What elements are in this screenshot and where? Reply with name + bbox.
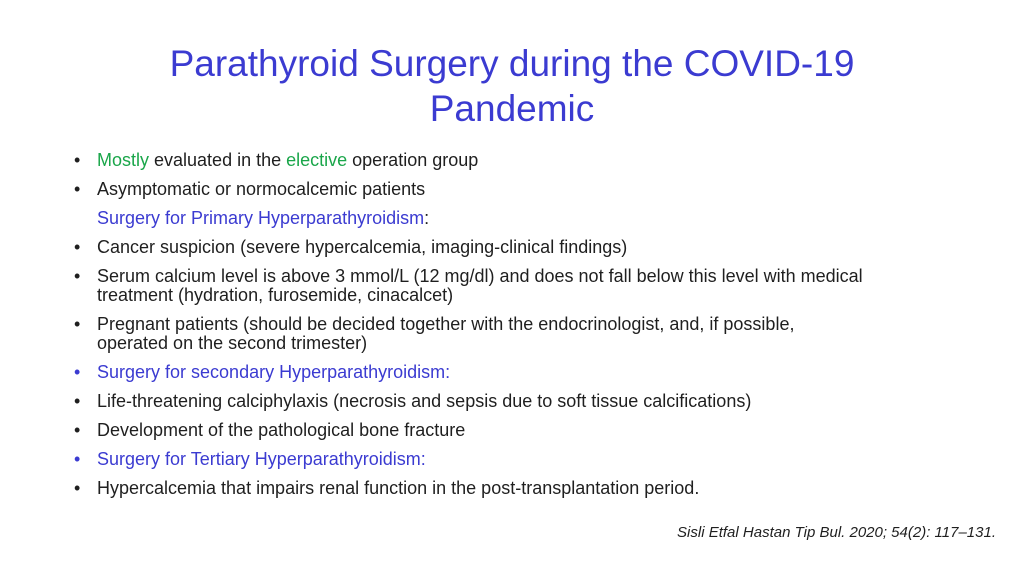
bullet-text: Development of the pathological bone fracture — [97, 420, 466, 440]
bullet-item-cancer — [74, 238, 974, 257]
bullet-text: Cancer suspicion (severe hypercalcemia, imaging-clinical findings) — [97, 237, 628, 257]
slide-title — [0, 41, 1024, 131]
bullet-item-fracture — [74, 421, 974, 440]
bullet-text: operation group — [347, 150, 479, 170]
section-heading-secondary — [74, 363, 974, 382]
highlight-elective: elective — [286, 150, 348, 170]
bullet-text: evaluated in the — [149, 150, 287, 170]
heading-colon: : — [424, 208, 430, 228]
bullet-text: Hypercalcemia that impairs renal function in the post-transplantation period. — [97, 478, 700, 498]
bullet-list — [74, 151, 974, 508]
heading-secondary-text: Surgery for secondary Hyperparathyroidism: — [97, 362, 451, 382]
highlight-mostly: Mostly — [97, 150, 150, 170]
citation: Sisli Etfal Hastan Tip Bul. 2020; 54(2): 117–131. — [677, 524, 996, 541]
section-heading-tertiary — [74, 450, 974, 469]
bullet-item-renal — [74, 479, 974, 498]
section-heading-primary — [74, 209, 974, 228]
bullet-item-asymptomatic — [74, 180, 974, 199]
bullet-text: Life-threatening calciphylaxis (necrosis and sepsis due to soft tissue calcifications) — [97, 391, 752, 411]
bullet-item-serum-calcium — [74, 267, 974, 305]
bullet-text: Asymptomatic or normocalcemic patients — [97, 179, 426, 199]
bullet-item-elective — [74, 151, 974, 170]
bullet-text-line-1: Serum calcium level is above 3 mmol/L (12 mg/dl) and does not fall below this level with medical — [97, 266, 863, 286]
title-line-1: Parathyroid Surgery during the COVID-19 — [169, 42, 855, 84]
heading-primary-text: Surgery for Primary Hyperparathyroidism — [97, 208, 425, 228]
heading-tertiary-text: Surgery for Tertiary Hyperparathyroidism: — [97, 449, 426, 469]
title-line-2: Pandemic — [429, 87, 595, 129]
bullet-text-line-2: treatment (hydration, furosemide, cinacalcet) — [97, 285, 454, 305]
bullet-item-pregnant — [74, 315, 974, 353]
bullet-text-line-2: operated on the second trimester) — [97, 333, 368, 353]
bullet-text-line-1: Pregnant patients (should be decided together with the endocrinologist, and, if possible, — [97, 314, 795, 334]
bullet-item-calciphylaxis — [74, 392, 974, 411]
